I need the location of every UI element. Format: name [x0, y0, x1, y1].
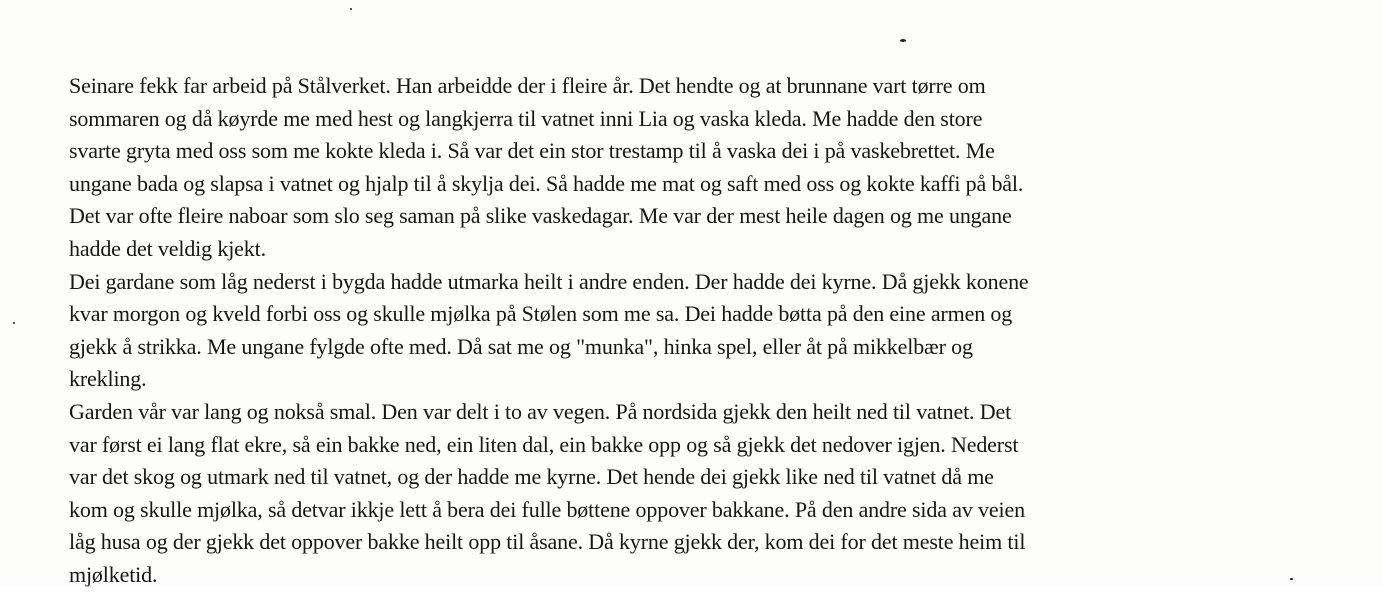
ink-speck: [13, 322, 15, 324]
text-line: Dei gardane som låg nederst i bygda hadde utmarka heilt i andre enden. Der hadde dei kyrne. Då gjekk konene: [69, 268, 1029, 294]
text-line: hadde det veldig kjekt.: [69, 235, 266, 261]
ink-speck: [350, 8, 352, 10]
text-line: kom og skulle mjølka, så detvar ikkje lett å bera dei fulle bøttene oppover bakkane. På den andre sida av veien: [69, 496, 1025, 522]
text-line: kvar morgon og kveld forbi oss og skulle mjølka på Stølen som me sa. Dei hadde bøtta på den eine armen og: [69, 301, 1013, 327]
document-text: [69, 70, 1359, 592]
text-line: Seinare fekk far arbeid på Stålverket. Han arbeidde der i fleire år. Det hendte og at brunnane vart tørre om: [69, 73, 986, 98]
text-line: krekling.: [69, 366, 147, 392]
text-line: ungane bada og slapsa i vatnet og hjalp til å skylja dei. Så hadde me mat og saft med oss og kokte kaffi på bål.: [69, 170, 1024, 196]
text-line: Garden vår var lang og nokså smal. Den var delt i to av vegen. På nordsida gjekk den heilt ned til vatnet. Det: [69, 398, 1012, 424]
text-line: gjekk å strikka. Me ungane fylgde ofte med. Då sat me og "munka", hinka spel, eller åt på mikkelbær og: [69, 333, 973, 359]
text-line: sommaren og då køyrde me med hest og langkjerra til vatnet inni Lia og vaska kleda. Me hadde den store: [69, 105, 983, 131]
text-line: låg husa og der gjekk det oppover bakke heilt opp til åsane. Då kyrne gjekk der, kom dei for det meste heim til: [69, 529, 1026, 555]
text-line: var det skog og utmark ned til vatnet, og der hadde me kyrne. Det hende dei gjekk like ned til vatnet då me: [69, 464, 994, 490]
ink-speck: [900, 39, 906, 42]
text-line: svarte gryta med oss som me kokte kleda i. Så var det ein stor trestamp til å vaska dei i på vaskebrettet. Me: [69, 138, 995, 164]
text-line: Det var ofte fleire naboar som slo seg saman på slike vaskedagar. Me var der mest heile dagen og me ungane: [69, 203, 1012, 229]
text-line: mjølketid.: [69, 561, 158, 587]
text-line: var først ei lang flat ekre, så ein bakke ned, ein liten dal, ein bakke opp og så gjekk det nedover igjen. Nederst: [69, 431, 1019, 457]
